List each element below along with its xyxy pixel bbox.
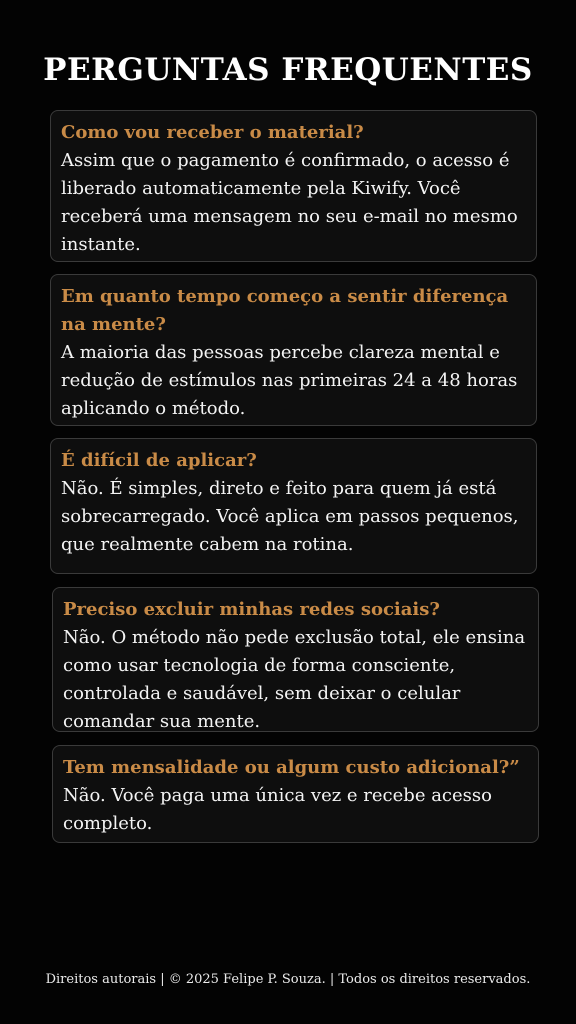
faq-question: Em quanto tempo começo a sentir diferença na mente? [61,286,509,335]
footer-copyright: Direitos autorais | © 2025 Felipe P. Souza. | Todos os direitos reservados. [45,972,531,987]
faq-question: Preciso excluir minhas redes sociais? [63,599,440,620]
faq-item [50,110,537,262]
page-title: PERGUNTAS FREQUENTES [43,52,533,88]
faq-item [52,745,539,843]
faq-question: Como vou receber o material? [61,122,364,143]
faq-question: É difícil de aplicar? [61,450,257,471]
faq-answer: Assim que o pagamento é confirmado, o acesso é liberado automaticamente pela Kiwify. Você receberá uma mensagem no seu e-mail no mesmo instante. [61,150,518,255]
faq-answer: Não. É simples, direto e feito para quem já está sobrecarregado. Você aplica em passos pequenos, que realmente cabem na rotina. [61,478,519,555]
faq-question: Tem mensalidade ou algum custo adicional?” [63,757,520,778]
faq-item [50,438,537,574]
faq-answer: Não. O método não pede exclusão total, ele ensina como usar tecnologia de forma consciente, controlada e saudável, sem deixar o celular comandar sua mente. [63,627,526,732]
faq-answer: A maioria das pessoas percebe clareza mental e redução de estímulos nas primeiras 24 a 48 horas aplicando o método. [61,342,518,419]
faq-item [52,587,539,732]
faq-item [50,274,537,426]
faq-answer: Não. Você paga uma única vez e recebe acesso completo. [63,785,492,834]
